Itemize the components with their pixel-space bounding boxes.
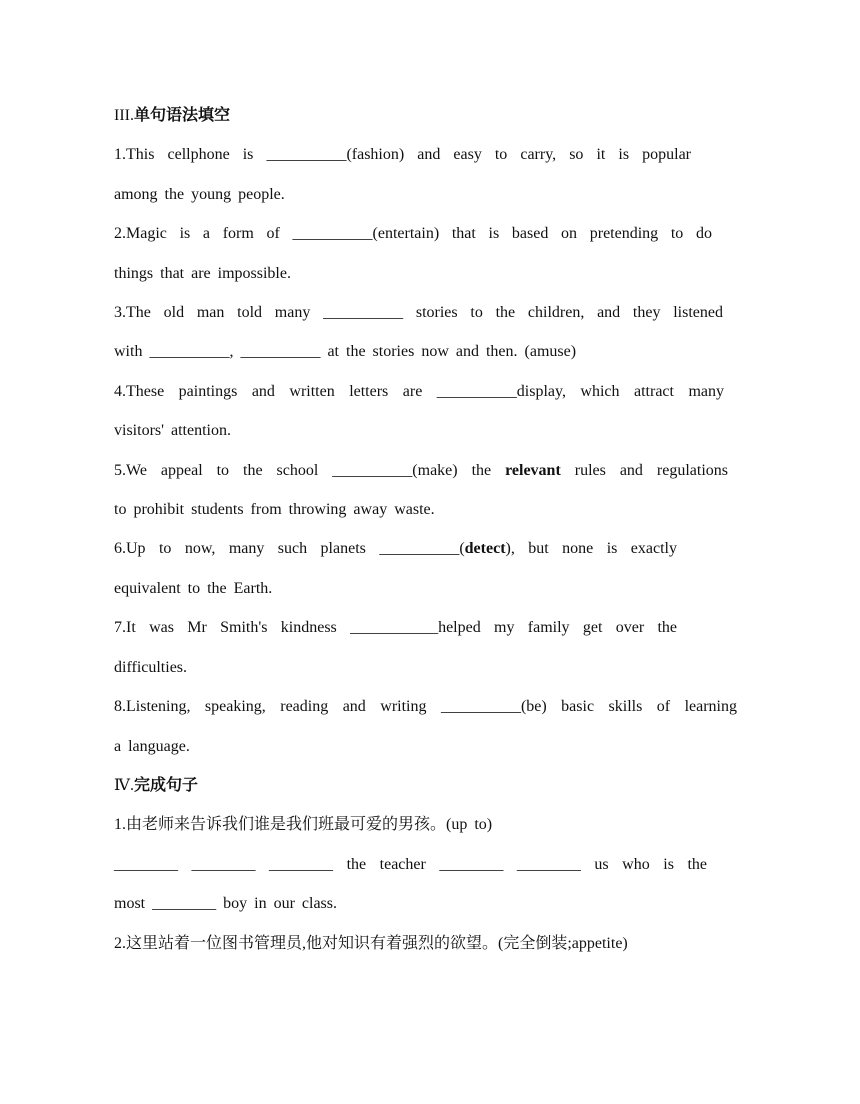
question-6-line-1 xyxy=(114,529,677,568)
translation-1-prompt: 1.由老师来告诉我们谁是我们班最可爱的男孩。(up to) xyxy=(114,816,493,834)
question-1 xyxy=(114,135,744,214)
translation-2 xyxy=(114,924,744,963)
question-5-line-2: to prohibit students from throwing away waste. xyxy=(114,501,435,519)
question-3 xyxy=(114,293,744,372)
question-6 xyxy=(114,529,744,608)
section-3-numeral: III. xyxy=(114,107,134,124)
question-1-line-1: 1.This cellphone is __________(fashion) and easy to carry, so it is popular xyxy=(114,146,691,164)
question-7 xyxy=(114,608,744,687)
question-2-line-2: things that are impossible. xyxy=(114,264,291,282)
translation-2-prompt: 2.这里站着一位图书管理员,他对知识有着强烈的欲望。(完全倒装;appetite) xyxy=(114,934,628,952)
question-3-line-1: 3.The old man told many __________ stories to the children, and they listened xyxy=(114,304,723,322)
question-7-line-1: 7.It was Mr Smith's kindness ___________helped my family get over the xyxy=(114,619,677,637)
question-4-line-2: visitors' attention. xyxy=(114,422,231,440)
question-8-line-2: a language. xyxy=(114,737,190,755)
section-4-title: 完成句子 xyxy=(133,776,198,794)
section-3-title: 单句语法填空 xyxy=(133,107,230,124)
translation-1-line-2: most ________ boy in our class. xyxy=(114,895,337,913)
section-4-numeral: Ⅳ. xyxy=(114,776,134,794)
question-4-line-1: 4.These paintings and written letters are __________display, which attract many xyxy=(114,382,724,400)
question-6-text-a: 6.Up to now, many such planets __________( xyxy=(114,540,465,558)
question-1-line-2: among the young people. xyxy=(114,185,285,203)
question-5-text-b: rules and regulations xyxy=(560,461,728,479)
question-2 xyxy=(114,214,744,293)
question-5-line-1 xyxy=(114,451,728,490)
question-6-text-b: ), but none is exactly xyxy=(505,540,677,558)
question-7-line-2: difficulties. xyxy=(114,658,188,676)
translation-1 xyxy=(114,805,744,923)
question-3-line-2: with __________, __________ at the stories now and then. (amuse) xyxy=(114,343,577,361)
question-6-line-2: equivalent to the Earth. xyxy=(114,579,273,597)
question-5-bold-word: relevant xyxy=(505,461,561,479)
question-2-line-1: 2.Magic is a form of __________(entertain) that is based on pretending to do xyxy=(114,225,712,243)
question-5-text-a: 5.We appeal to the school __________(make) the xyxy=(114,461,506,479)
question-5 xyxy=(114,451,744,530)
question-6-bold-word: detect xyxy=(464,540,506,558)
question-8-line-1: 8.Listening, speaking, reading and writing __________(be) basic skills of learning xyxy=(114,698,737,716)
worksheet-page xyxy=(114,96,744,963)
translation-1-line-1: ________ ________ ________ the teacher ________ ________ us who is the xyxy=(114,855,707,873)
question-8 xyxy=(114,687,744,766)
section-3-heading xyxy=(114,96,744,135)
section-4-heading xyxy=(114,766,744,805)
question-4 xyxy=(114,372,744,451)
